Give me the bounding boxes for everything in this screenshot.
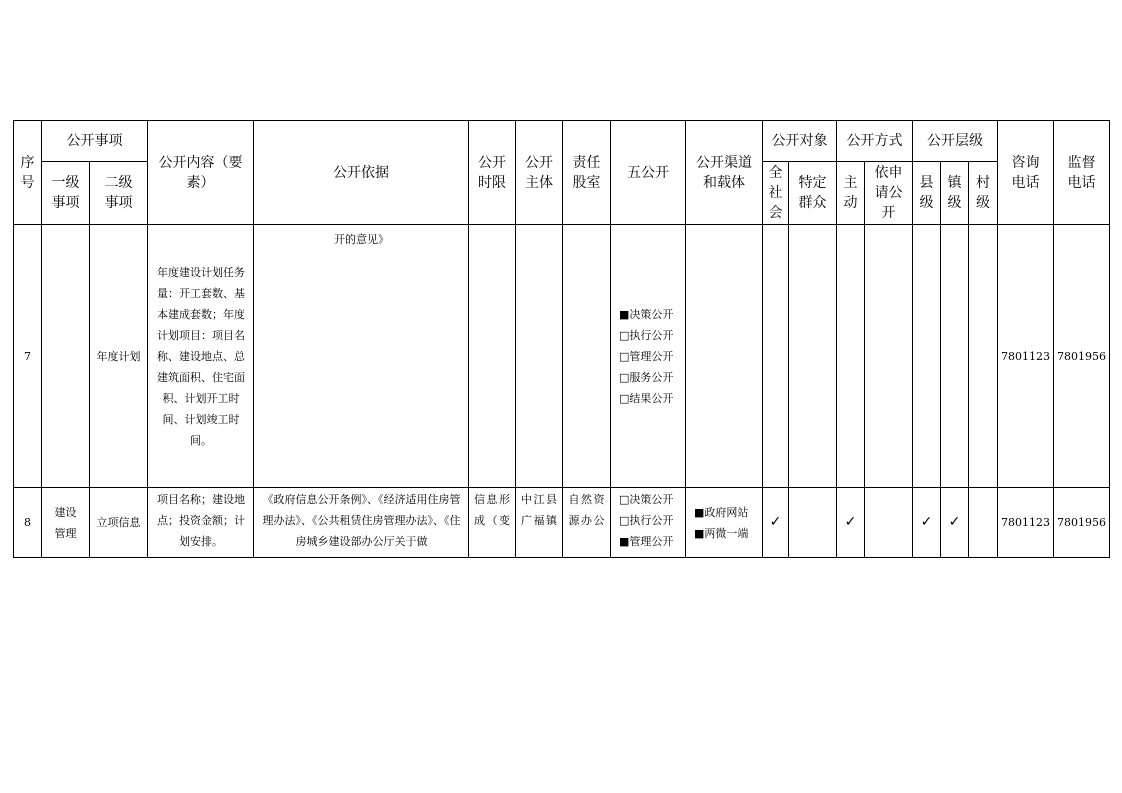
row7-five-1: ■决策公开 <box>619 307 674 321</box>
row8-level1-text: 建设管理 <box>54 505 77 540</box>
header-supervise-phone-text: 监督电话 <box>1067 154 1096 191</box>
row8-five-3: ■管理公开 <box>619 535 674 548</box>
header-specific-group <box>789 162 837 225</box>
row8-five <box>611 488 686 558</box>
row8-level2 <box>90 488 148 558</box>
row8-subject <box>516 488 563 558</box>
header-level2 <box>90 162 148 225</box>
table-row <box>14 225 1110 488</box>
row8-supervise-phone: 7801956 <box>1054 488 1110 558</box>
row7-consult-phone: 7801123 <box>998 225 1054 488</box>
row7-content: 年度建设计划任务量：开工套数、基本建成套数；年度计划项目：项目名称、建设地点、总建筑面积、住宅面积、计划开工时间、计划竣工时间。 <box>148 225 254 488</box>
header-county-text: 县级 <box>919 175 934 211</box>
row7-five-5: □结果公开 <box>619 391 674 405</box>
header-object-group: 公开对象 <box>763 121 837 162</box>
header-on-request <box>865 162 913 225</box>
row8-village <box>969 488 998 558</box>
header-five: 五公开 <box>611 121 686 225</box>
header-town <box>941 162 969 225</box>
row8-active: ✓ <box>837 488 865 558</box>
header-village-text: 村级 <box>976 175 990 211</box>
row8-consult-phone: 7801123 <box>998 488 1054 558</box>
header-channel <box>686 121 763 225</box>
row7-five-3: □管理公开 <box>619 349 674 363</box>
header-time-limit <box>469 121 516 225</box>
row7-five-4: □服务公开 <box>619 370 674 384</box>
row8-content: 项目名称；建设地点；投资金额；计划安排。 <box>148 488 254 558</box>
row8-five-2: □执行公开 <box>619 514 674 527</box>
row7-level1 <box>42 225 90 488</box>
header-supervise-phone <box>1054 121 1110 225</box>
row7-village <box>969 225 998 488</box>
row7-five-2: □执行公开 <box>619 328 674 342</box>
header-content <box>148 121 254 225</box>
row7-seq: 7 <box>14 225 42 488</box>
table-row <box>14 488 1110 558</box>
row7-level2-text: 年度计划 <box>96 349 141 363</box>
row8-specific-group <box>789 488 837 558</box>
row7-five <box>611 225 686 488</box>
header-channel-text: 公开渠道和载体 <box>696 154 752 191</box>
header-level1 <box>42 162 90 225</box>
header-active <box>837 162 865 225</box>
row8-seq: 8 <box>14 488 42 558</box>
row7-whole-society <box>763 225 789 488</box>
header-whole-society <box>763 162 789 225</box>
row7-subject <box>516 225 563 488</box>
row8-subject-text: 中江县广福镇 <box>521 493 557 527</box>
disclosure-table <box>13 120 1110 558</box>
row8-level2-text: 立项信息 <box>96 516 141 529</box>
row8-town: ✓ <box>941 488 969 558</box>
header-dept <box>563 121 611 225</box>
header-on-request-text: 依申请公开 <box>874 165 903 221</box>
row7-time-limit <box>469 225 516 488</box>
header-dept-text: 责任股室 <box>572 154 601 191</box>
row7-town <box>941 225 969 488</box>
header-method-group: 公开方式 <box>837 121 913 162</box>
row8-time-limit <box>469 488 516 558</box>
header-whole-society-text: 全社会 <box>768 165 783 221</box>
row8-basis: 《政府信息公开条例》、《经济适用住房管理办法》、《公共租赁住房管理办法》、《住房城乡建设部办公厅关于做 <box>254 488 469 558</box>
header-seq <box>14 121 42 225</box>
row7-dept <box>563 225 611 488</box>
header-county <box>913 162 941 225</box>
row7-channel <box>686 225 763 488</box>
row7-specific-group <box>789 225 837 488</box>
header-subject-text: 公开主体 <box>525 154 553 191</box>
row8-five-1: □决策公开 <box>619 493 674 506</box>
row7-level2 <box>90 225 148 488</box>
header-basis: 公开依据 <box>254 121 469 225</box>
row8-whole-society: ✓ <box>763 488 789 558</box>
row8-on-request <box>865 488 913 558</box>
header-level-group: 公开层级 <box>913 121 998 162</box>
header-time-limit-text: 公开时限 <box>478 154 506 191</box>
row8-time-limit-text: 信息形成（变 <box>474 493 510 527</box>
row7-on-request <box>865 225 913 488</box>
header-level2-text: 二级事项 <box>104 175 133 211</box>
row7-county <box>913 225 941 488</box>
row8-channel-2: ■两微一端 <box>694 526 749 540</box>
header-active-text: 主动 <box>843 175 858 211</box>
header-level1-text: 一级事项 <box>51 175 80 211</box>
row8-dept <box>563 488 611 558</box>
header-consult-phone <box>998 121 1054 225</box>
header-subject <box>516 121 563 225</box>
header-village <box>969 162 998 225</box>
header-seq-text: 序号 <box>20 154 35 191</box>
row8-channel <box>686 488 763 558</box>
row7-active <box>837 225 865 488</box>
header-content-text: 公开内容（要素） <box>158 154 243 191</box>
row7-basis: 开的意见》 <box>254 225 469 488</box>
row8-level1 <box>42 488 90 558</box>
row8-dept-text: 自然资源办公 <box>568 493 605 527</box>
row8-channel-1: ■政府网站 <box>694 505 749 519</box>
header-item-group: 公开事项 <box>42 121 148 162</box>
header-town-text: 镇级 <box>947 175 962 211</box>
header-consult-phone-text: 咨询电话 <box>1011 154 1040 191</box>
header-specific-group-text: 特定群众 <box>798 175 827 211</box>
row8-county: ✓ <box>913 488 941 558</box>
row7-supervise-phone: 7801956 <box>1054 225 1110 488</box>
